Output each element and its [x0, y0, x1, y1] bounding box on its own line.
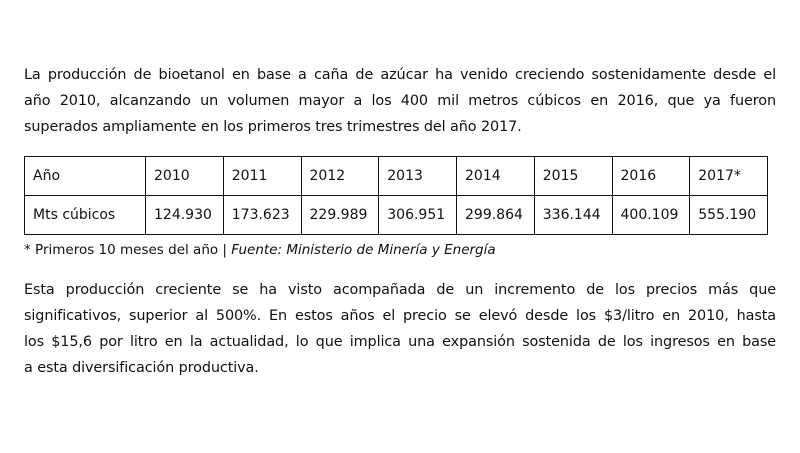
year-cell: 2015 — [534, 157, 612, 196]
intro-line-3: superados ampliamente en los primeros tres trimestres del año 2017. — [24, 119, 522, 135]
table-header-row — [25, 157, 768, 196]
year-cell: 2011 — [223, 157, 301, 196]
price-line-2: significativos, superior al 500%. En estos años el precio se elevó desde los $3/litro en 2010, hasta — [24, 308, 776, 324]
price-line-4: a esta diversificación productiva. — [24, 360, 259, 376]
value-cell: 229.989 — [301, 196, 379, 235]
header-label-cell: Año — [25, 157, 146, 196]
year-cell: 2010 — [146, 157, 224, 196]
table-footnote — [24, 241, 776, 259]
intro-line-1: La producción de bioetanol en base a caña de azúcar ha venido creciendo sostenidamente desde el — [24, 67, 776, 83]
value-cell: 336.144 — [534, 196, 612, 235]
year-cell: 2016 — [612, 157, 690, 196]
year-cell: 2014 — [457, 157, 535, 196]
value-cell: 306.951 — [379, 196, 457, 235]
value-cell: 555.190 — [690, 196, 768, 235]
price-line-3: los $15,6 por litro en la actualidad, lo que implica una expansión sostenida de los ingresos en base — [24, 334, 776, 350]
value-cell: 400.109 — [612, 196, 690, 235]
intro-line-2: año 2010, alcanzando un volumen mayor a los 400 mil metros cúbicos en 2016, que ya fueron — [24, 93, 776, 109]
intro-paragraph — [24, 62, 776, 140]
footnote-note: * Primeros 10 meses del año | — [24, 242, 232, 258]
footnote-source: Fuente: Ministerio de Minería y Energía — [231, 242, 496, 258]
price-paragraph — [24, 277, 776, 381]
production-table — [24, 156, 768, 235]
value-cell: 124.930 — [146, 196, 224, 235]
year-cell: 2013 — [379, 157, 457, 196]
document-page — [24, 62, 776, 381]
table-data-row — [25, 196, 768, 235]
year-cell: 2017* — [690, 157, 768, 196]
value-cell: 299.864 — [457, 196, 535, 235]
value-cell: 173.623 — [223, 196, 301, 235]
price-line-1: Esta producción creciente se ha visto acompañada de un incremento de los precios más que — [24, 282, 776, 298]
row-label-cell: Mts cúbicos — [25, 196, 146, 235]
year-cell: 2012 — [301, 157, 379, 196]
